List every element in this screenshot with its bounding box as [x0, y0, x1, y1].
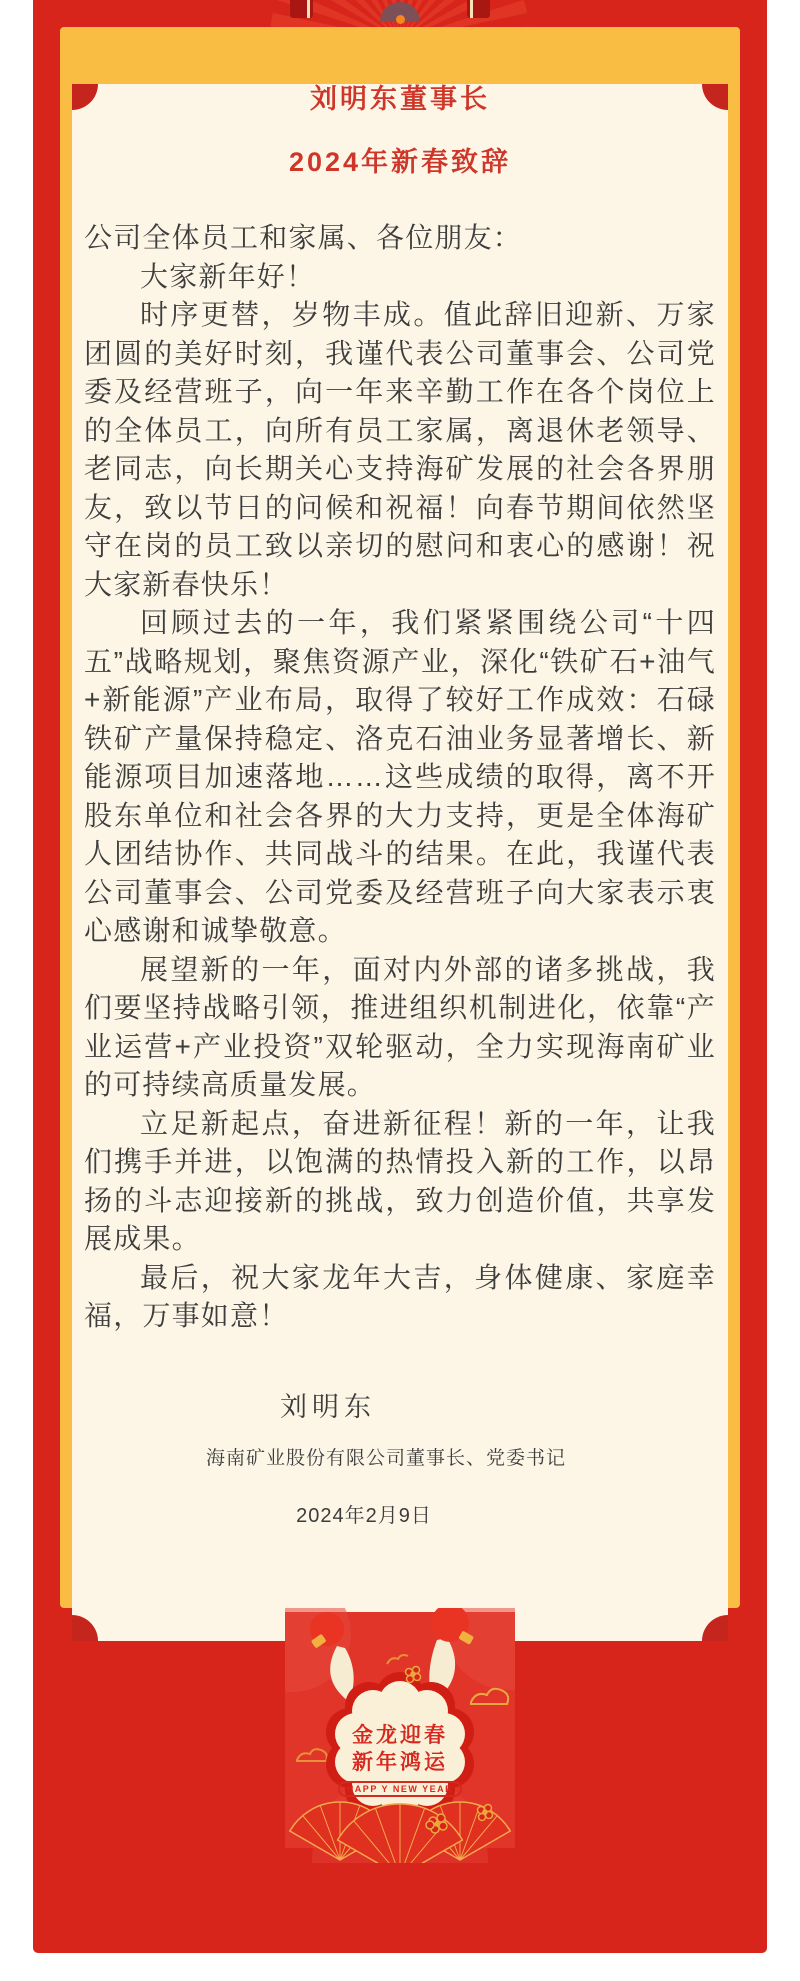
- badge-pill: HAPP Y NEW YEAR: [338, 1781, 462, 1797]
- badge-line2: 新年鸿运: [352, 1751, 448, 1774]
- salutation: 公司全体员工和家属、各位朋友：: [84, 222, 523, 253]
- paragraph: 立足新起点，奋进新征程！新的一年，让我们携手并进，以饱满的热情投入新的工作，以昂扬的斗志迎接新的挑战，致力创造价值，共享发展成果。: [84, 1107, 716, 1254]
- paragraph: 时序更替，岁物丰成。值此辞旧迎新、万家团圆的美好时刻，我谨代表公司董事会、公司党委及经营班子，向一年来辛勤工作在各个岗位上的全体员工，向所有员工家属，离退休老领导、老同志，向长期关心支持海矿发展的社会各界朋友，致以节日的问候和祝福！向春节期间依然坚守在岗的员工致以亲切的慰问和衷心的感谢！祝大家新春快乐！: [84, 299, 716, 600]
- blossom-icon: [406, 1667, 421, 1683]
- signature-title: 海南矿业股份有限公司董事长、党委书记: [205, 1448, 566, 1469]
- signature-date: 2024年2月9日: [296, 1504, 432, 1527]
- page-title-line1: 刘明东董事长: [310, 84, 490, 114]
- page-title-line2: 2024年新春致辞: [288, 147, 512, 177]
- corner-fan-icon: [702, 1615, 728, 1641]
- letter-card-inner: [72, 84, 728, 1641]
- firecracker-icon: [290, 0, 313, 18]
- blossom-icon: [478, 1805, 493, 1821]
- greeting-line: 大家新年好！: [140, 260, 316, 292]
- paragraph: 回顾过去的一年，我们紧紧围绕公司“十四五”战略规划，聚焦资源产业，深化“铁矿石+油气+新能源”产业布局，取得了较好工作成效：石碌铁矿产量保持稳定、洛克石油业务显著增长、新能源项目加速落地……这些成绩的取得，离不开股东单位和社会各界的大力支持，更是全体海矿人团结协作、共同战斗的结果。在此，我谨代表公司董事会、公司党委及经营班子向大家表示衷心感谢和诚挚敬意。: [84, 607, 716, 946]
- signature-block: [84, 1388, 716, 1536]
- corner-fan-icon: [72, 1615, 98, 1641]
- letter-body: [84, 219, 716, 1535]
- paragraph: 最后，祝大家龙年大吉，身体健康、家庭幸福，万事如意！: [84, 1261, 716, 1331]
- signature-name: 刘明东: [280, 1391, 376, 1422]
- letter-card: [60, 27, 740, 1608]
- badge-line1: 金龙迎春: [352, 1724, 448, 1747]
- paragraph: 展望新的一年，面对内外部的诸多挑战，我们要坚持战略引领，推进组织机制进化，依靠“产业运营+产业投资”双轮驱动，全力实现海南矿业的可持续高质量发展。: [84, 953, 716, 1100]
- fan-knob-icon: [396, 15, 405, 24]
- red-background-panel: [33, 0, 767, 1953]
- festive-graphic: [285, 1608, 515, 1863]
- firecracker-icon: [467, 0, 490, 18]
- festive-badge: [285, 1722, 515, 1797]
